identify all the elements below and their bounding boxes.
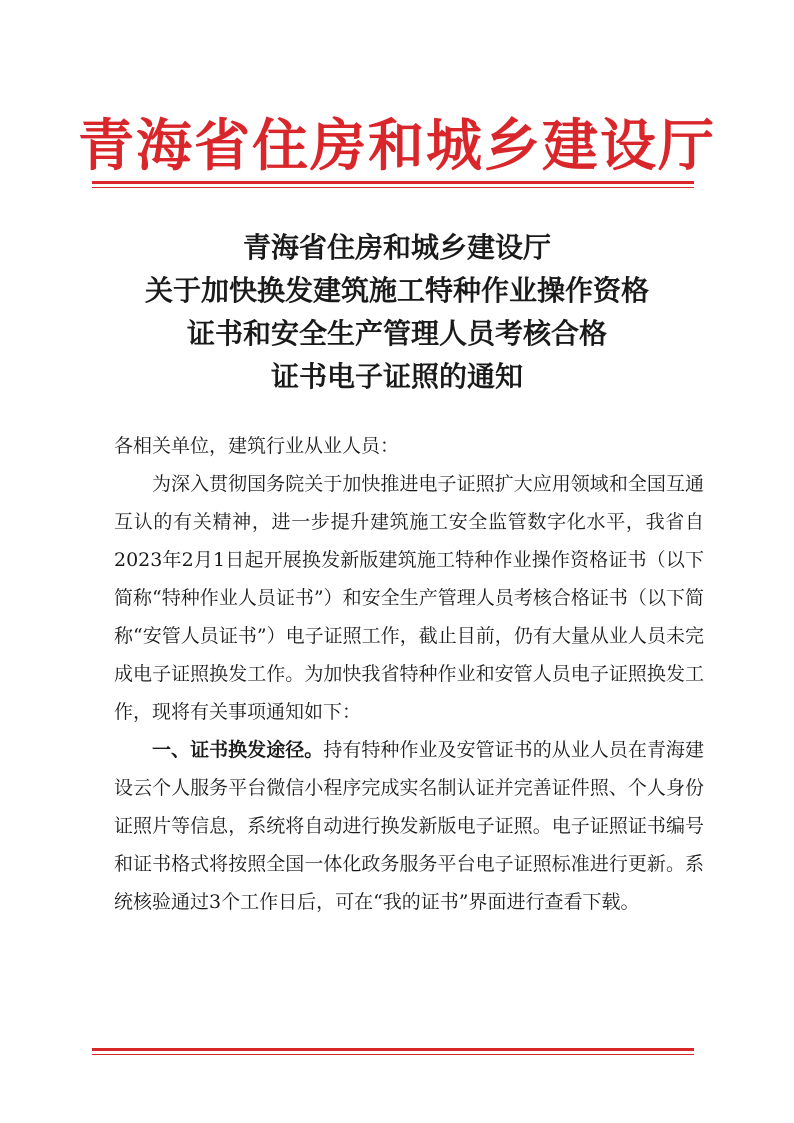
footer-divider-thin xyxy=(92,1054,694,1055)
title-line: 青海省住房和城乡建设厅 xyxy=(242,231,551,264)
salutation: 各相关单位，建筑行业从业人员： xyxy=(114,435,400,457)
letterhead-divider-thick xyxy=(92,181,694,184)
footer-divider-thick xyxy=(92,1048,694,1051)
title-line: 证书和安全生产管理人员考核合格 xyxy=(186,317,607,350)
section-1-heading: 一、证书换发途径。 xyxy=(152,739,324,761)
letterhead-title: 青海省住房和城乡建设厅 xyxy=(78,113,716,179)
title-line: 证书电子证照的通知 xyxy=(270,360,523,393)
title-line: 关于加快换发建筑施工特种作业操作资格 xyxy=(144,274,649,307)
section-1-text: 持有特种作业及安管证书的从业人员在青海建设云个人服务平台微信小程序完成实名制认证并完善证件照、个人身份证照片等信息，系统将自动进行换发新版电子证照。电子证照证书编号和证书格式将按照全国一体化政务服务平台电子证照标准进行更新。系统核验通过3个工作日后，可在“我的证书”界面进行查看下载。 xyxy=(114,739,704,913)
section-1 xyxy=(114,731,704,921)
paragraph-intro: 为深入贯彻国务院关于加快推进电子证照扩大应用领域和全国互通互认的有关精神，进一步提升建筑施工安全监管数字化水平，我省自2023年2月1日起开展换发新版建筑施工特种作业操作资格证书（以下简称“特种作业人员证书”）和安全生产管理人员考核合格证书（以下简称“安管人员证书”）电子证照工作，截止目前，仍有大量从业人员未完成电子证照换发工作。为加快我省特种作业和安管人员电子证照换发工作，现将有关事项通知如下： xyxy=(114,473,704,723)
letterhead-divider-thin xyxy=(92,187,694,188)
document-body xyxy=(114,427,704,921)
document-title xyxy=(60,226,734,398)
